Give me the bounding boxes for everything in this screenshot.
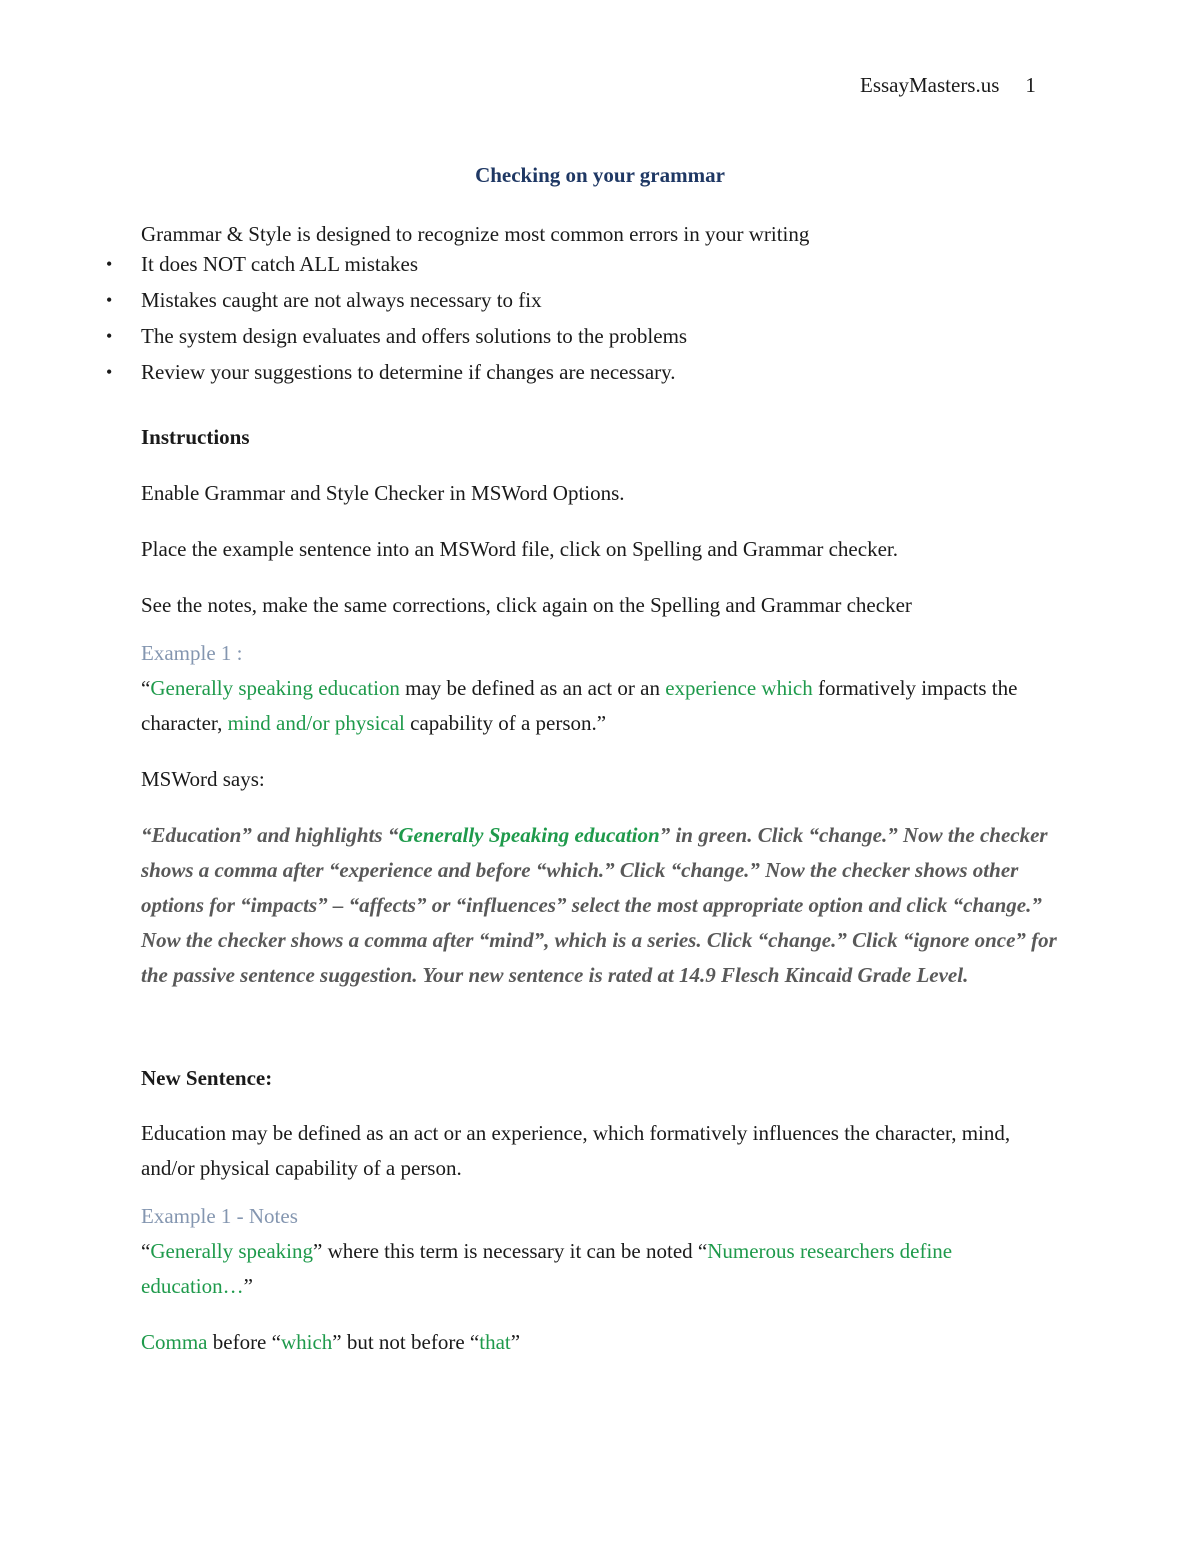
text-run: formatively impacts the character, — [141, 676, 1018, 735]
instruction-paragraph: See the notes, make the same corrections, click again on the Spelling and Grammar checker — [141, 593, 912, 617]
highlighted-text: which — [280, 1330, 333, 1354]
text-run: “ — [141, 676, 151, 700]
highlighted-text: Generally speaking — [150, 1239, 314, 1263]
page-header — [860, 68, 1036, 103]
example-sentence — [141, 671, 1059, 741]
bullet-item: • The system design evaluates and offers solutions to the problems — [141, 318, 1059, 354]
highlighted-text: that — [479, 1330, 511, 1354]
notes-line — [141, 1234, 1059, 1304]
text-run: ” — [243, 1274, 253, 1298]
highlighted-text: experience which — [665, 676, 813, 700]
text-run: ” but not before “ — [332, 1330, 480, 1354]
example-heading: Example 1 : — [141, 641, 243, 665]
instruction-paragraph: Enable Grammar and Style Checker in MSWord Options. — [141, 481, 625, 505]
comma-note — [141, 1325, 1059, 1360]
text-run: ” — [510, 1330, 521, 1354]
bullet-item: • Review your suggestions to determine if changes are necessary. — [141, 354, 1059, 390]
msword-commentary — [141, 818, 1059, 993]
bullet-list — [141, 246, 1059, 390]
msword-label: MSWord says: — [141, 767, 265, 791]
notes-heading: Example 1 - Notes — [141, 1204, 298, 1228]
intro-text: Grammar & Style is designed to recognize most common errors in your writing — [141, 222, 810, 246]
highlighted-text: Comma — [141, 1330, 208, 1354]
highlighted-text: Numerous researchers define education… — [141, 1239, 953, 1298]
bullet-item: • Mistakes caught are not always necessary to fix — [141, 282, 1059, 318]
highlighted-text: Generally speaking education — [150, 676, 400, 700]
highlighted-text: mind and/or physical — [227, 711, 405, 735]
instruction-paragraph: Place the example sentence into an MSWord file, click on Spelling and Grammar checker. — [141, 537, 898, 561]
new-sentence-text: Education may be defined as an act or an experience, which formatively influences the character, mind, and/or physical capability of a person. — [141, 1121, 1011, 1180]
text-run: ” in green. Click “change.” Now the checker shows a comma after “experience and before “which.” Click “change.” Now the checker shows other options for “impacts” – “affects” or “influences” select the most appropriate option and click “change.” Now the checker shows a comma after “mind”, which is a series. Click “change.” Click “ignore once” for the passive sentence suggestion. Your new sentence is rated at 14.9 Flesch Kincaid Grade Level. — [141, 823, 1057, 987]
text-run: “Education” and highlights “ — [141, 823, 399, 847]
text-run: before “ — [207, 1330, 281, 1354]
instructions-heading: Instructions — [141, 425, 250, 449]
page-number: 1 — [1025, 73, 1036, 97]
text-run: capability of a person.” — [404, 711, 607, 735]
header-site: EssayMasters.us — [860, 73, 1000, 97]
highlighted-text: Generally Speaking education — [398, 823, 660, 847]
new-sentence-heading: New Sentence: — [141, 1066, 273, 1090]
text-run: “ — [141, 1239, 151, 1263]
text-run: may be defined as an act or an — [399, 676, 666, 700]
text-run: ” where this term is necessary it can be noted “ — [313, 1239, 708, 1263]
page-title: Checking on your grammar — [475, 163, 725, 187]
bullet-item: • It does NOT catch ALL mistakes — [141, 246, 1059, 282]
